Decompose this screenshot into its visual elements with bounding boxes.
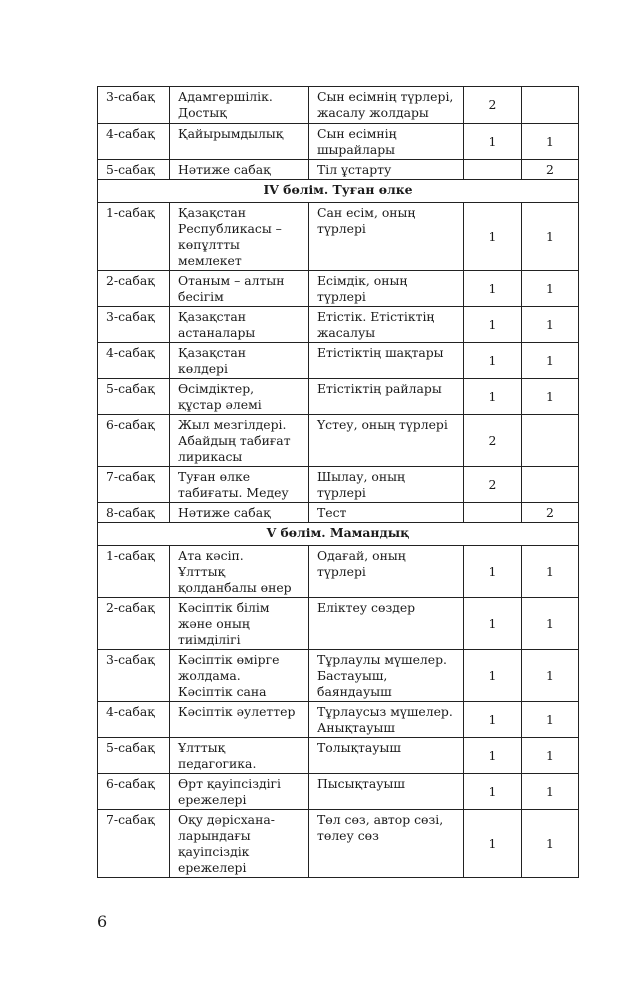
lesson-number-cell: 7-сабақ [98,467,170,503]
hours-column-2-cell: 2 [522,160,579,180]
hours-column-1-cell: 1 [464,810,522,878]
page-number: 6 [97,912,108,931]
lesson-number-cell: 4-сабақ [98,702,170,738]
table-row [98,467,579,503]
topic-cell: Нәтиже сабақ [170,503,309,523]
topic-cell: Кәсіптік білім және оның тиімділігі [170,598,309,650]
lesson-number-cell: 6-сабақ [98,415,170,467]
grammar-topic-cell: Одағай, оның түрлері [309,546,464,598]
grammar-topic-cell: Толықтауыш [309,738,464,774]
grammar-topic-cell: Етістіктің шақтары [309,343,464,379]
hours-column-1-cell: 2 [464,87,522,124]
grammar-topic-cell: Тест [309,503,464,523]
section-title: V бөлім. Мамандық [98,523,579,546]
hours-column-1-cell: 1 [464,546,522,598]
grammar-topic-cell: Тұрлаусыз мүшелер. Анықтауыш [309,702,464,738]
topic-cell: Жыл мезгілдері. Абайдың табиғат лирикасы [170,415,309,467]
hours-column-2-cell: 1 [522,738,579,774]
hours-column-1-cell: 1 [464,124,522,160]
topic-cell: Кәсіптік әулеттер [170,702,309,738]
hours-column-2-cell: 1 [522,307,579,343]
topic-cell: Ұлттық педагогика. [170,738,309,774]
section-header-row [98,523,579,546]
lesson-number-cell: 2-сабақ [98,598,170,650]
table-row [98,160,579,180]
topic-cell: Қайырымдылық [170,124,309,160]
hours-column-1-cell: 1 [464,203,522,271]
hours-column-1-cell: 1 [464,738,522,774]
hours-column-1-cell: 1 [464,343,522,379]
hours-column-1-cell: 1 [464,379,522,415]
hours-column-2-cell: 1 [522,774,579,810]
grammar-topic-cell: Есімдік, оның түрлері [309,271,464,307]
topic-cell: Қазақстан Республикасы – көпұлтты мемлекет [170,203,309,271]
lesson-number-cell: 5-сабақ [98,738,170,774]
hours-column-1-cell [464,503,522,523]
hours-column-1-cell: 1 [464,650,522,702]
topic-cell: Туған өлке табиғаты. Медеу [170,467,309,503]
hours-column-1-cell: 1 [464,307,522,343]
topic-cell: Өсімдіктер, құстар әлемі [170,379,309,415]
hours-column-1-cell: 1 [464,774,522,810]
table-row [98,598,579,650]
hours-column-2-cell: 1 [522,203,579,271]
table-row [98,124,579,160]
lesson-number-cell: 4-сабақ [98,343,170,379]
table-row [98,503,579,523]
hours-column-1-cell: 1 [464,271,522,307]
hours-column-2-cell: 1 [522,702,579,738]
section-title: IV бөлім. Туған өлке [98,180,579,203]
lesson-number-cell: 4-сабақ [98,124,170,160]
topic-cell: Ата кәсіп. Ұлттық қолданбалы өнер [170,546,309,598]
table-row [98,810,579,878]
hours-column-2-cell: 2 [522,503,579,523]
table-row [98,702,579,738]
hours-column-2-cell: 1 [522,271,579,307]
topic-cell: Қазақстан астаналары [170,307,309,343]
table-row [98,343,579,379]
topic-cell: Адамгершілік. Достық [170,87,309,124]
lesson-number-cell: 3-сабақ [98,87,170,124]
lesson-number-cell: 1-сабақ [98,546,170,598]
table-row [98,738,579,774]
lesson-number-cell: 7-сабақ [98,810,170,878]
grammar-topic-cell: Сын есімнің түрлері, жасалу жолдары [309,87,464,124]
table-row [98,415,579,467]
grammar-topic-cell: Төл сөз, автор сөзі, төлеу сөз [309,810,464,878]
hours-column-2-cell: 1 [522,124,579,160]
table-row [98,546,579,598]
grammar-topic-cell: Етістік. Етістіктің жасалуы [309,307,464,343]
table-row [98,203,579,271]
lesson-number-cell: 5-сабақ [98,379,170,415]
grammar-topic-cell: Шылау, оның түрлері [309,467,464,503]
hours-column-2-cell: 1 [522,343,579,379]
grammar-topic-cell: Сын есімнің шырайлары [309,124,464,160]
hours-column-2-cell: 1 [522,379,579,415]
lesson-number-cell: 3-сабақ [98,650,170,702]
lesson-number-cell: 5-сабақ [98,160,170,180]
topic-cell: Оқу дәрісхана- ларындағы қауіпсіздік ережелері [170,810,309,878]
topic-cell: Нәтиже сабақ [170,160,309,180]
hours-column-2-cell [522,87,579,124]
topic-cell: Өрт қауіпсіздігі ережелері [170,774,309,810]
grammar-topic-cell: Еліктеу сөздер [309,598,464,650]
hours-column-1-cell: 2 [464,467,522,503]
topic-cell: Кәсіптік өмірге жолдама. Кәсіптік сана [170,650,309,702]
table-row [98,87,579,124]
topic-cell: Отаным – алтын бесігім [170,271,309,307]
hours-column-2-cell: 1 [522,650,579,702]
hours-column-2-cell: 1 [522,598,579,650]
grammar-topic-cell: Сан есім, оның түрлері [309,203,464,271]
grammar-topic-cell: Тұрлаулы мүшелер. Бастауыш, баяндауыш [309,650,464,702]
table-row [98,307,579,343]
hours-column-1-cell: 1 [464,598,522,650]
lesson-number-cell: 8-сабақ [98,503,170,523]
lesson-number-cell: 6-сабақ [98,774,170,810]
table-row [98,271,579,307]
grammar-topic-cell: Тіл ұстарту [309,160,464,180]
hours-column-2-cell: 1 [522,810,579,878]
hours-column-1-cell [464,160,522,180]
lesson-plan-table [97,86,579,878]
hours-column-2-cell [522,415,579,467]
hours-column-1-cell: 1 [464,702,522,738]
hours-column-1-cell: 2 [464,415,522,467]
table-row [98,650,579,702]
lesson-number-cell: 2-сабақ [98,271,170,307]
grammar-topic-cell: Үстеу, оның түрлері [309,415,464,467]
hours-column-2-cell [522,467,579,503]
lesson-number-cell: 1-сабақ [98,203,170,271]
table-row [98,774,579,810]
grammar-topic-cell: Пысықтауыш [309,774,464,810]
section-header-row [98,180,579,203]
table-row [98,379,579,415]
hours-column-2-cell: 1 [522,546,579,598]
grammar-topic-cell: Етістіктің райлары [309,379,464,415]
topic-cell: Қазақстан көлдері [170,343,309,379]
lesson-number-cell: 3-сабақ [98,307,170,343]
